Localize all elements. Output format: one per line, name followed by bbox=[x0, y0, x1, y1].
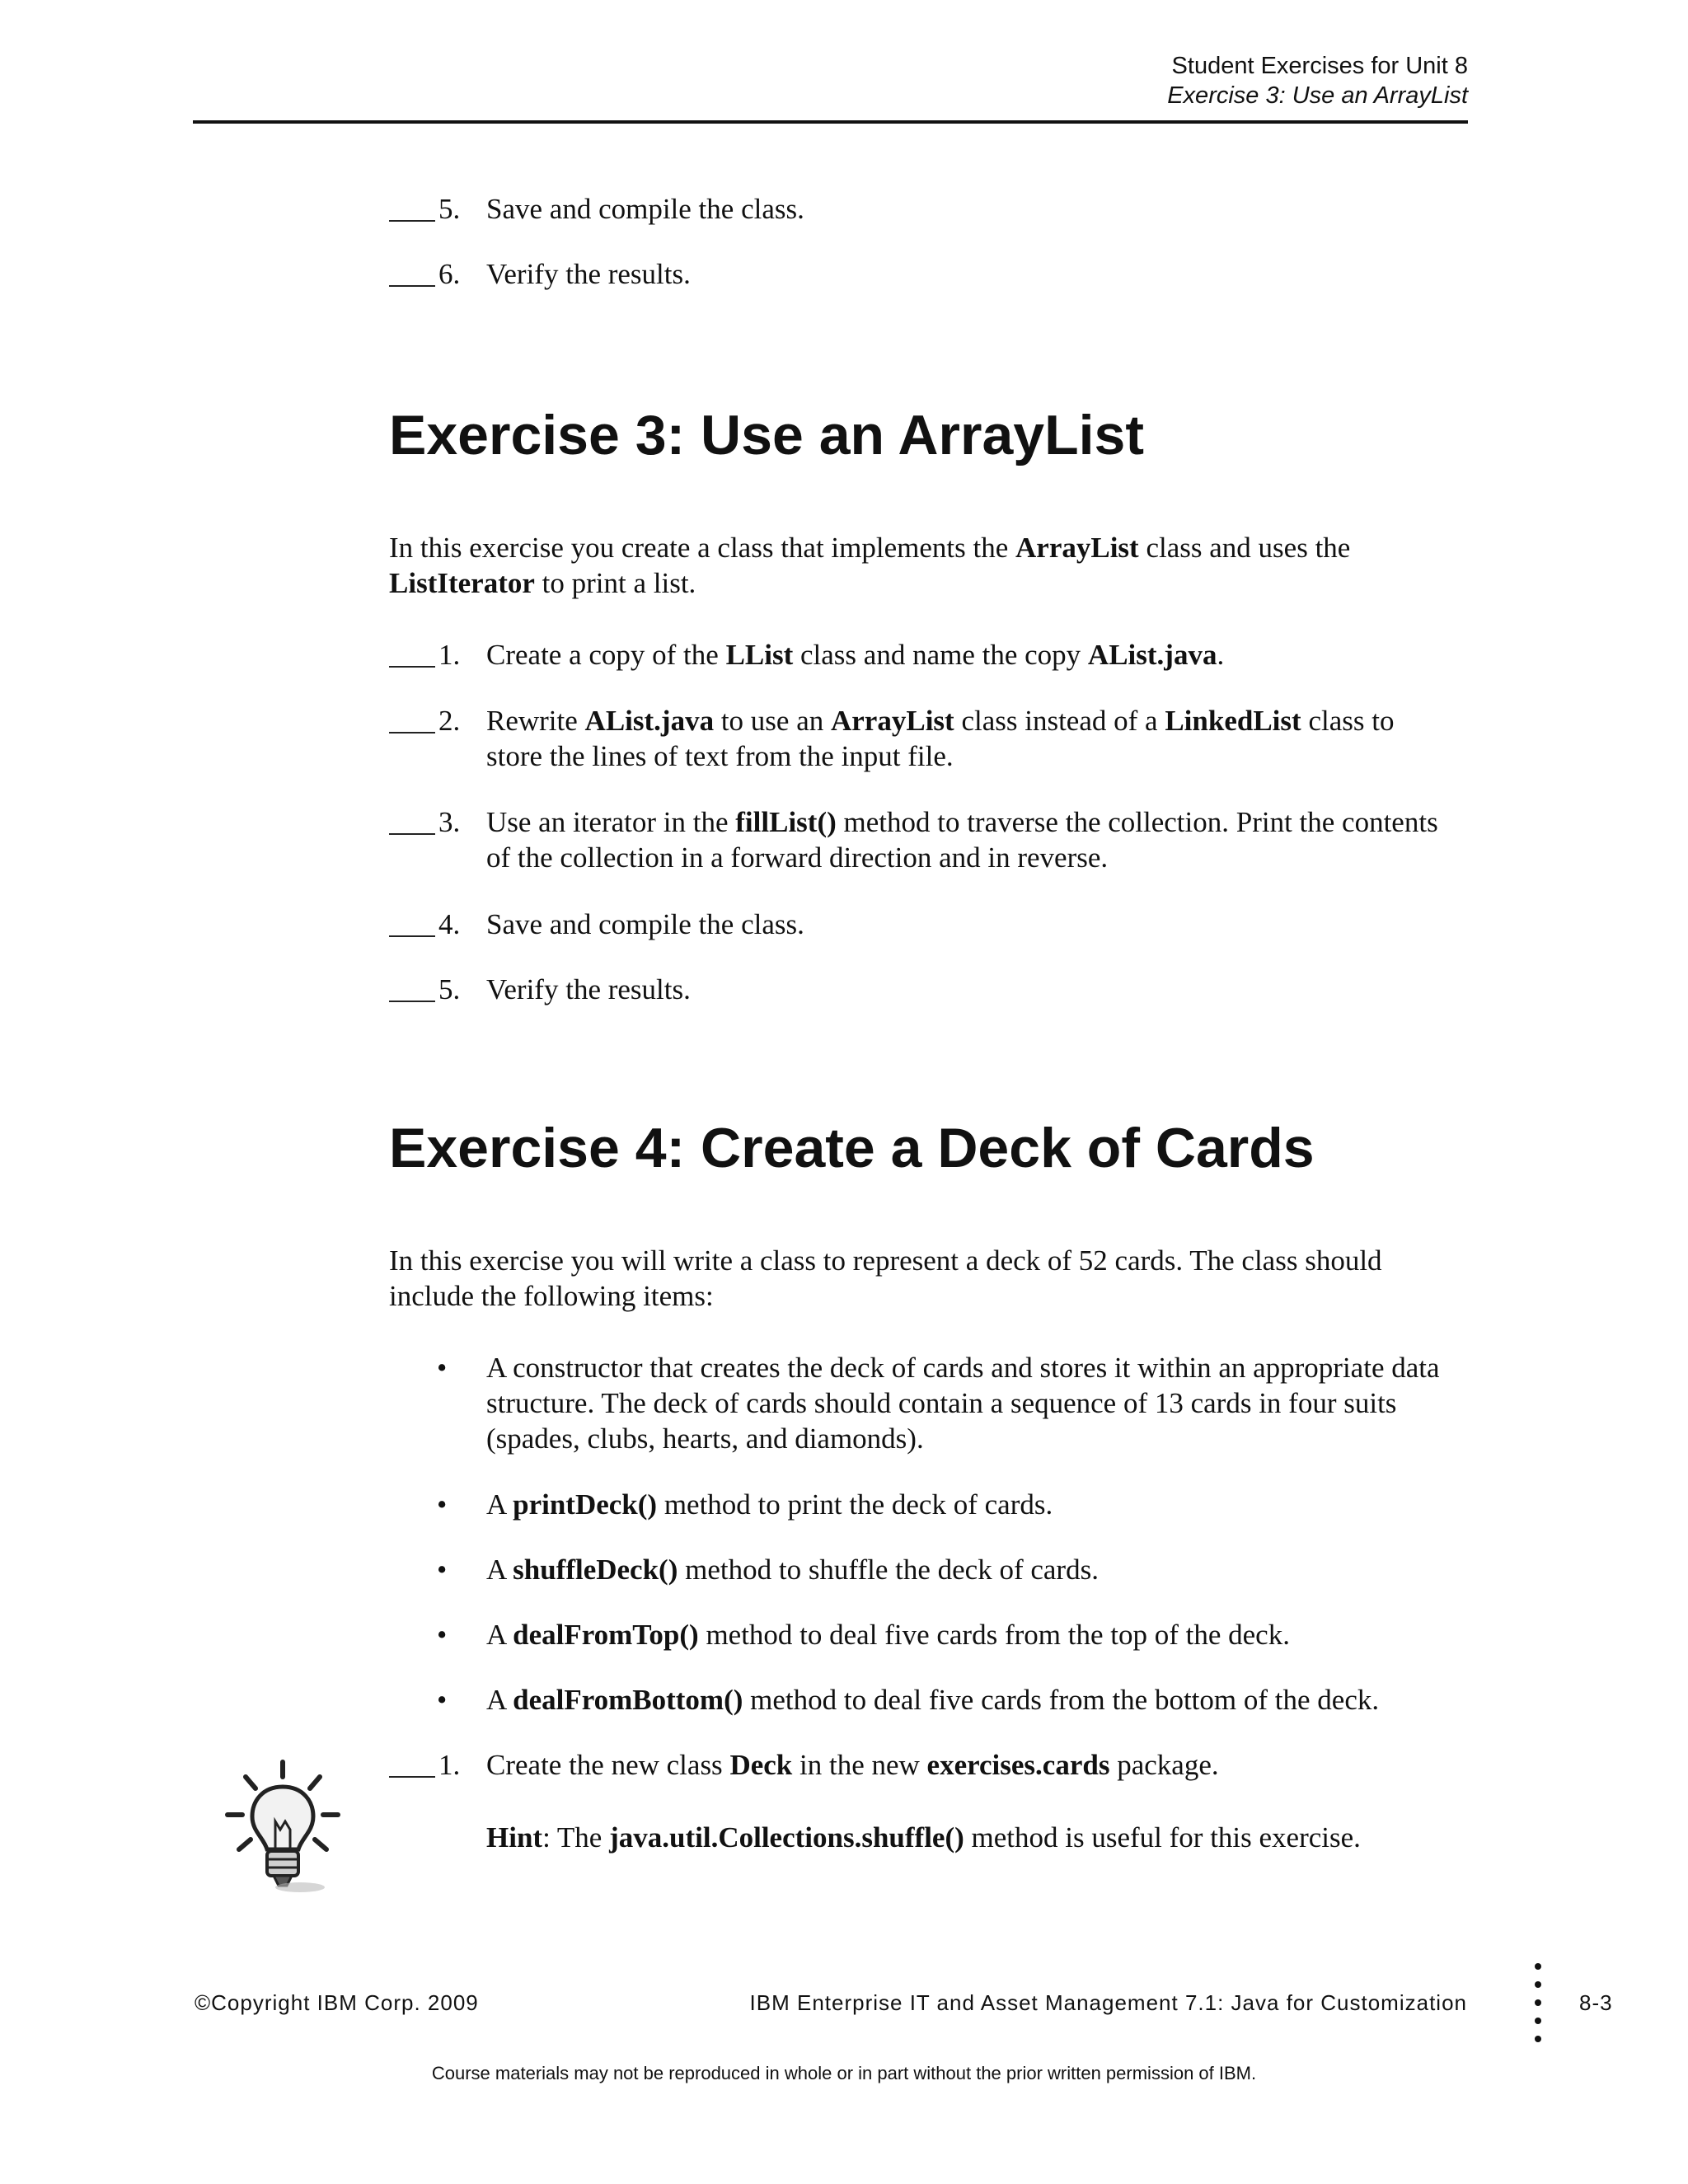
footer-dot-divider bbox=[1533, 1961, 1543, 2044]
exercise-4-title: Exercise 4: Create a Deck of Cards bbox=[389, 1117, 1315, 1179]
step-number: 5. bbox=[438, 973, 461, 1005]
checkbox-blank bbox=[389, 220, 435, 222]
step-text: Rewrite AList.java to use an ArrayList class instead of a LinkedList class to store the lines of text from the input file. bbox=[486, 705, 1395, 772]
running-header-exercise: Exercise 3: Use an ArrayList bbox=[1167, 82, 1468, 109]
bullet-marker: • bbox=[437, 1554, 448, 1586]
bullet-text: A printDeck() method to print the deck of cards. bbox=[486, 1488, 1053, 1521]
step-number: 2. bbox=[438, 705, 461, 737]
step-text: Create the new class Deck in the new exercises.cards package. bbox=[486, 1749, 1219, 1781]
bullet-text: A dealFromBottom() method to deal five cards from the bottom of the deck. bbox=[486, 1684, 1380, 1716]
checkbox-blank bbox=[389, 1776, 435, 1778]
bullet-text: A constructor that creates the deck of cards and stores it within an appropriate data structure. The deck of cards should contain a sequence of 13 cards in four suits (spades, clubs, hearts, and diamonds). bbox=[486, 1352, 1440, 1455]
bullet-marker: • bbox=[437, 1619, 448, 1651]
bullet-marker: • bbox=[437, 1488, 448, 1521]
lightbulb-icon bbox=[221, 1755, 345, 1896]
checkbox-blank bbox=[389, 833, 435, 835]
footer-course-title: IBM Enterprise IT and Asset Management 7.1: Java for Customization bbox=[749, 1990, 1467, 2015]
exercise-4-intro: In this exercise you will write a class to represent a deck of 52 cards. The class should include the following items: bbox=[389, 1244, 1382, 1312]
step-text: Verify the results. bbox=[486, 258, 691, 290]
header-divider bbox=[193, 120, 1468, 124]
step-text: Save and compile the class. bbox=[486, 908, 804, 940]
hint-text: Hint: The java.util.Collections.shuffle() method is useful for this exercise. bbox=[486, 1821, 1361, 1854]
step-number: 6. bbox=[438, 258, 461, 290]
step-text: Verify the results. bbox=[486, 973, 691, 1005]
running-header-unit: Student Exercises for Unit 8 bbox=[1171, 53, 1468, 79]
step-number: 1. bbox=[438, 639, 461, 671]
footer-copyright: ©Copyright IBM Corp. 2009 bbox=[195, 1990, 479, 2015]
footer-legal-note: Course materials may not be reproduced in whole or in part without the prior written permission of IBM. bbox=[431, 2063, 1257, 2083]
checkbox-blank bbox=[389, 935, 435, 937]
bullet-text: A dealFromTop() method to deal five cards from the top of the deck. bbox=[486, 1619, 1290, 1651]
step-number: 3. bbox=[438, 806, 461, 838]
bullet-marker: • bbox=[437, 1684, 448, 1716]
checkbox-blank bbox=[389, 732, 435, 733]
checkbox-blank bbox=[389, 285, 435, 287]
step-number: 4. bbox=[438, 908, 461, 940]
page-number: 8-3 bbox=[1579, 1990, 1613, 2015]
bullet-text: A shuffleDeck() method to shuffle the deck of cards. bbox=[486, 1554, 1099, 1586]
checkbox-blank bbox=[389, 666, 435, 668]
step-text: Create a copy of the LList class and name the copy AList.java. bbox=[486, 639, 1225, 671]
exercise-3-title: Exercise 3: Use an ArrayList bbox=[389, 404, 1144, 466]
step-text: Save and compile the class. bbox=[486, 193, 804, 225]
step-number: 1. bbox=[438, 1749, 461, 1781]
step-text: Use an iterator in the fillList() method to traverse the collection. Print the contents of the collection in a forward direction and in reverse. bbox=[486, 806, 1438, 874]
bullet-marker: • bbox=[437, 1352, 448, 1384]
exercise-3-intro: In this exercise you create a class that implements the ArrayList class and uses the ListIterator to print a list. bbox=[389, 532, 1351, 599]
checkbox-blank bbox=[389, 1001, 435, 1002]
step-number: 5. bbox=[438, 193, 461, 225]
